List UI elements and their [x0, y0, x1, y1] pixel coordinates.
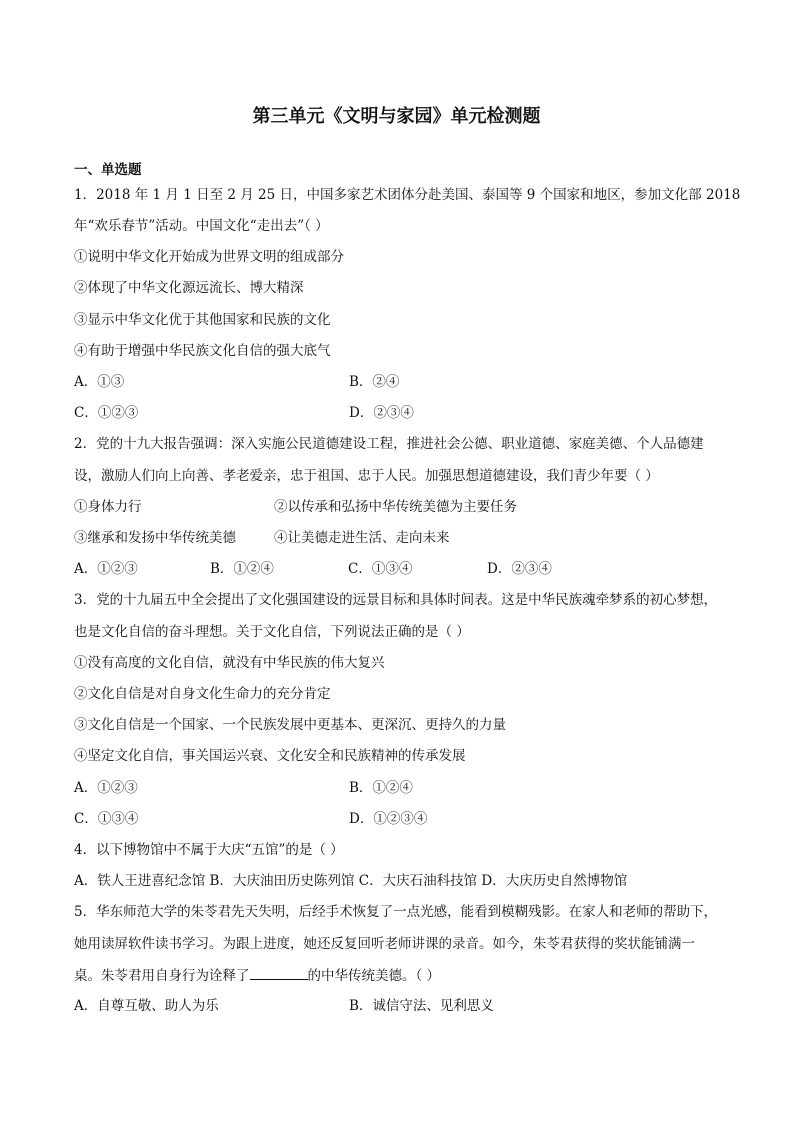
q1-option-a: A．①③: [74, 374, 125, 390]
q2-item-3: ③继承和发扬中华传统美德: [74, 530, 236, 546]
q5-stem-line2: 她用读屏软件读书学习。为跟上进度，她还反复回听老师讲课的录音。如今，朱苓君获得的奖状能铺满一: [74, 936, 695, 952]
q1-option-c: C．①②③: [74, 405, 139, 421]
q2-item-4: ④让美德走进生活、走向未来: [274, 530, 450, 546]
q3-stem-line1: 3．党的十九届五中全会提出了文化强国建设的远景目标和具体时间表。这是中华民族魂牵梦系的初心梦想，: [74, 592, 718, 608]
q1-item-1: ①说明中华文化开始成为世界文明的组成部分: [74, 249, 344, 265]
q5-option-a: A．自尊互敬、助人为乐: [74, 998, 219, 1014]
q3-item-2: ②文化自信是对自身文化生命力的充分肯定: [74, 686, 331, 702]
q2-stem-line2: 设，激励人们向上向善、孝老爱亲，忠于祖国、忠于人民。加强思想道德建设，我们青少年要（ ）: [74, 468, 659, 484]
answer-blank: [250, 965, 308, 980]
q2-item-1: ①身体力行: [74, 499, 142, 515]
q3-item-1: ①没有高度的文化自信，就没有中华民族的伟大复兴: [74, 655, 385, 671]
q5-stem-line3-before-blank: 桌。朱苓君用自身行为诠释了: [74, 968, 250, 984]
q5-stem-line3-after-blank: 的中华传统美德。（ ）: [307, 968, 441, 984]
q3-item-4: ④坚定文化自信，事关国运兴衰、文化安全和民族精神的传承发展: [74, 748, 466, 764]
q3-stem-line2: 也是文化自信的奋斗理想。关于文化自信，下列说法正确的是（ ）: [74, 624, 470, 640]
q3-option-d: D．①②③④: [349, 811, 428, 827]
document-title: 第三单元《文明与家园》单元检测题: [252, 106, 541, 127]
q3-option-c: C．①③④: [74, 811, 139, 827]
q1-item-2: ②体现了中华文化源远流长、博大精深: [74, 280, 304, 296]
q5-stem-line1: 5．华东师范大学的朱苓君先天失明，后经手术恢复了一点光感，能看到模糊残影。在家人和老师的帮助下，: [74, 904, 718, 920]
q5-option-b: B．诚信守法、见利思义: [349, 998, 494, 1014]
q1-option-b: B．②④: [349, 374, 400, 390]
q1-item-3: ③显示中华文化优于其他国家和民族的文化: [74, 312, 331, 328]
q1-stem-line2: 年“欢乐春节”活动。中国文化“走出去”（ ）: [74, 218, 329, 234]
q1-item-4: ④有助于增强中华民族文化自信的强大底气: [74, 343, 331, 359]
q2-option-a: A．①②③: [74, 561, 138, 577]
q4-options: A．铁人王进喜纪念馆 B．大庆油田历史陈列馆 C．大庆石油科技馆 D．大庆历史自然博物馆: [74, 873, 628, 889]
q1-stem-line1: 1．2018 年 1 月 1 日至 2 月 25 日，中国多家艺术团体分赴美国、泰国等 9 个国家和地区，参加文化部 2018: [74, 187, 741, 203]
q3-option-a: A．①②③: [74, 780, 138, 796]
q2-option-c: C．①③④: [348, 561, 413, 577]
section-heading: 一、单选题: [74, 162, 142, 178]
q3-option-b: B．①②④: [349, 780, 413, 796]
q5-stem-line3: [74, 965, 440, 986]
q4-stem: 4．以下博物馆中不属于大庆“五馆”的是（ ）: [74, 842, 344, 858]
q1-option-d: D．②③④: [349, 405, 414, 421]
q2-item-2: ②以传承和弘扬中华传统美德为主要任务: [274, 499, 517, 515]
q2-option-d: D．②③④: [487, 561, 552, 577]
q2-stem-line1: 2．党的十九大报告强调：深入实施公民道德建设工程，推进社会公德、职业道德、家庭美德、个人品德建: [74, 436, 704, 452]
q2-option-b: B．①②④: [210, 561, 274, 577]
q3-item-3: ③文化自信是一个国家、一个民族发展中更基本、更深沉、更持久的力量: [74, 717, 506, 733]
